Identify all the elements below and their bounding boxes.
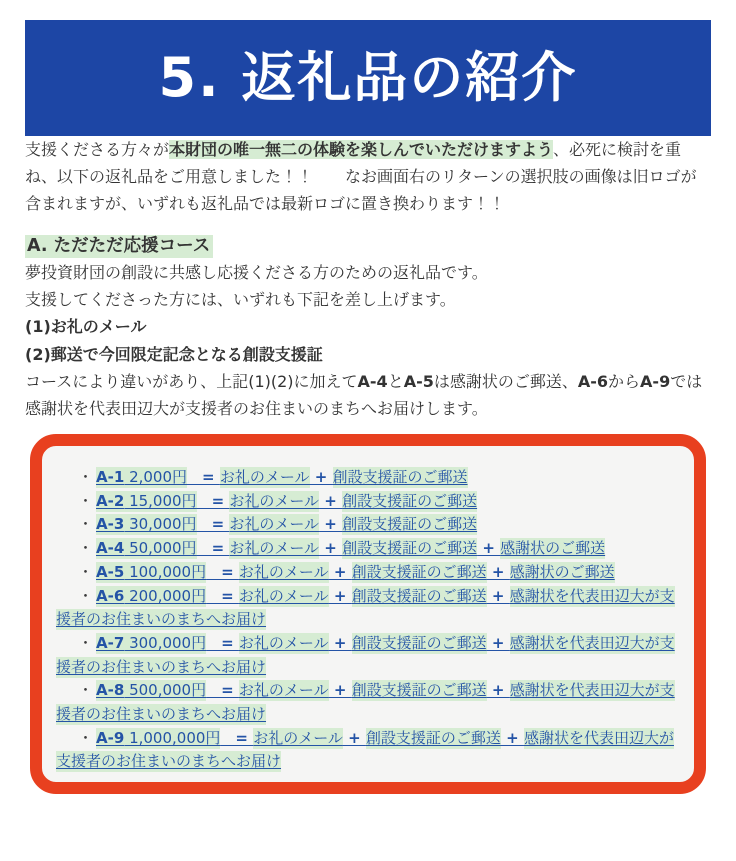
bullet-icon: ・ <box>78 515 94 534</box>
text-segment: A-6 <box>96 586 125 605</box>
returns-list <box>56 466 680 774</box>
text-segment: 30,000円 <box>124 515 197 534</box>
bullet-icon: ・ <box>78 728 94 747</box>
text-segment: 創設支援証のご郵送 <box>342 539 478 558</box>
bullet-icon: ・ <box>78 633 94 652</box>
text-segment: 感謝状のご郵送 <box>500 539 606 558</box>
text-segment: お礼のメール <box>229 539 320 558</box>
text-segment: A-3 <box>96 515 125 534</box>
text-segment: 50,000円 <box>124 539 197 558</box>
return-link-A-9[interactable] <box>56 728 674 773</box>
text-segment: 感謝状を代表田辺大が支援者のお住まいのまちへお届け <box>56 586 675 629</box>
text-segment: 創設支援証のご郵送 <box>351 633 487 652</box>
text-segment: 創設支援証のご郵送 <box>351 586 487 605</box>
text-segment: + <box>319 539 343 558</box>
gifts-list-paragraph <box>25 286 711 368</box>
course-difference-paragraph <box>25 368 711 422</box>
text-segment: お礼のメール <box>238 681 329 700</box>
return-item-A-1 <box>56 466 680 490</box>
text-segment: から <box>608 371 641 391</box>
text-segment: A-4 <box>357 371 388 391</box>
text-segment: 創設支援証のご郵送 <box>332 468 468 487</box>
text-segment: = <box>196 491 230 510</box>
text-segment: 感謝状を代表田辺大が支援者のお住まいのまちへお届け <box>56 633 675 676</box>
bullet-icon: ・ <box>78 562 94 581</box>
text-segment: + <box>342 728 366 747</box>
text-segment: + <box>328 562 352 581</box>
text-segment: 創設支援証のご郵送 <box>342 491 478 510</box>
text-segment: 創設支援証のご郵送 <box>351 562 487 581</box>
text-segment: + <box>319 515 343 534</box>
text-segment: お礼のメール <box>238 586 329 605</box>
return-link-A-7[interactable] <box>56 633 675 678</box>
text-segment: A-5 <box>96 562 125 581</box>
text-segment: = <box>196 539 230 558</box>
text-segment: 200,000円 <box>124 586 207 605</box>
text-segment: + <box>486 586 510 605</box>
return-link-A-3[interactable] <box>96 514 477 535</box>
course-description-paragraph: 夢投資財団の創設に共感し応援くださる方のための返礼品です。 <box>25 262 488 282</box>
text-segment: A-2 <box>96 491 125 510</box>
bullet-icon: ・ <box>78 681 94 700</box>
text-segment: と <box>387 371 404 391</box>
text-segment: = <box>196 515 230 534</box>
bullet-icon: ・ <box>78 539 94 558</box>
return-link-A-1[interactable] <box>96 467 468 488</box>
text-segment: + <box>328 681 352 700</box>
text-segment: 感謝状のご郵送 <box>509 562 615 581</box>
text-segment: + <box>328 586 352 605</box>
text-segment: 支援くださる方々が <box>25 140 170 159</box>
intro-paragraph <box>25 136 711 218</box>
bullet-icon: ・ <box>78 586 94 605</box>
text-segment: 500,000円 <box>124 681 207 700</box>
return-item-A-3 <box>56 513 680 537</box>
text-segment: 300,000円 <box>124 633 207 652</box>
text-segment: お礼のメール <box>219 468 310 487</box>
text-segment: + <box>328 633 352 652</box>
document-content <box>0 136 736 794</box>
text-segment: A-5 <box>403 371 434 391</box>
returns-highlight-box <box>30 434 706 794</box>
text-segment: 、必死に検討を重ね、以下の返礼品をご用意しました！！ なお画面右のリターンの選択肢の画像は旧ロゴが含まれますが、いずれも返礼品では最新ロゴに置き換わります！！ <box>25 140 697 214</box>
text-segment: A-9 <box>640 371 671 391</box>
text-segment: + <box>486 562 510 581</box>
text-segment: 感謝状を代表田辺大が支援者のお住まいのまちへお届け <box>56 728 674 771</box>
return-item-A-8 <box>56 679 680 726</box>
return-link-A-4[interactable] <box>96 538 605 559</box>
text-segment: お礼のメール <box>229 515 320 534</box>
text-segment: 感謝状を代表田辺大が支援者のお住まいのまちへお届け <box>56 681 675 723</box>
text-segment: A-9 <box>96 728 125 747</box>
bullet-icon: ・ <box>78 468 94 487</box>
text-segment: = <box>206 586 239 605</box>
text-segment: + <box>500 728 524 747</box>
course-a-heading-text: A. ただただ応援コース <box>25 235 213 258</box>
text-segment: は感謝状のご郵送、 <box>433 371 578 391</box>
text-segment: A-6 <box>577 371 609 391</box>
text-segment: 創設支援証のご郵送 <box>351 681 487 700</box>
text-segment: 創設支援証のご郵送 <box>342 515 478 534</box>
text-segment: 15,000円 <box>124 491 197 510</box>
text-segment: = <box>206 681 239 700</box>
text-segment: (1)お礼のメール <box>25 317 147 337</box>
text-segment: お礼のメール <box>229 491 320 510</box>
text-segment: コースにより違いがあり、上記(1)(2)に加えて <box>25 371 358 391</box>
return-item-A-7 <box>56 632 680 679</box>
text-segment: お礼のメール <box>238 633 329 652</box>
document-page <box>0 20 736 794</box>
text-segment: 1,000,000円 <box>124 728 221 747</box>
text-segment: + <box>319 491 343 510</box>
course-a-heading <box>25 234 711 259</box>
text-segment: + <box>309 468 333 487</box>
bullet-icon: ・ <box>78 491 94 510</box>
text-segment: 支援してくださった方には、いずれも下記を差し上げます。 <box>25 290 456 310</box>
section-title-banner <box>25 20 711 136</box>
return-item-A-4 <box>56 537 680 561</box>
return-link-A-6[interactable] <box>56 586 675 631</box>
text-segment: 創設支援証のご郵送 <box>365 728 501 747</box>
text-segment: では感謝状を代表田辺大が支援者のお住まいのまちへお届けします。 <box>25 371 703 418</box>
return-link-A-8[interactable] <box>56 680 675 725</box>
text-segment: 2,000円 <box>124 468 188 487</box>
text-segment: = <box>220 728 254 747</box>
text-segment: (2)郵送で今回限定記念となる創設支援証 <box>25 344 323 364</box>
text-segment: 100,000円 <box>124 562 207 581</box>
return-item-A-5 <box>56 561 680 585</box>
text-segment: お礼のメール <box>238 562 329 581</box>
text-segment: = <box>206 633 239 652</box>
return-item-A-9 <box>56 727 680 774</box>
text-segment: 本財団の唯一無二の体験を楽しんでいただけますよう <box>169 140 554 159</box>
text-segment: A-7 <box>96 633 125 652</box>
text-segment: + <box>486 681 510 700</box>
section-title: 5. 返礼品の紹介 <box>158 46 578 109</box>
text-segment: = <box>187 468 220 487</box>
return-link-A-5[interactable] <box>96 562 615 583</box>
text-segment: A-1 <box>96 468 125 487</box>
return-item-A-6 <box>56 585 680 632</box>
return-link-A-2[interactable] <box>96 491 477 512</box>
text-segment: + <box>477 539 501 558</box>
text-segment: + <box>486 633 510 652</box>
text-segment: A-8 <box>96 681 125 700</box>
text-segment: A-4 <box>96 539 125 558</box>
return-item-A-2 <box>56 490 680 514</box>
text-segment: お礼のメール <box>253 728 343 747</box>
text-segment: = <box>206 562 239 581</box>
